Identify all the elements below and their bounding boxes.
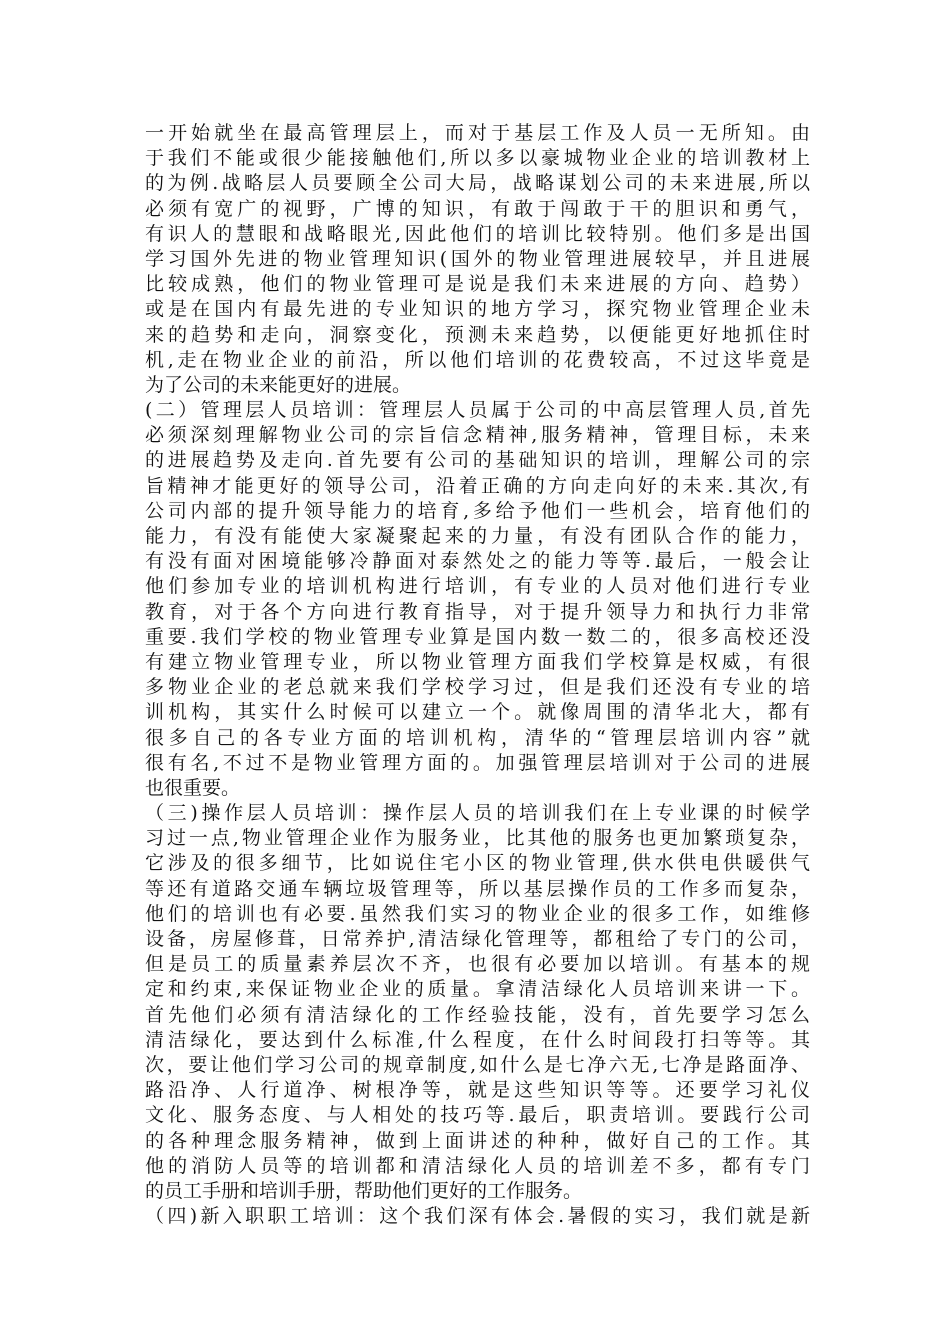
text-line: 能力，有没有能使大家凝聚起来的力量，有没有团队合作的能力， <box>145 525 810 547</box>
document-body <box>145 121 810 1229</box>
text-line: 定和约束,来保证物业企业的质量。拿清洁绿化人员培训来讲一下。 <box>145 978 810 1001</box>
text-line: 多物业企业的老总就来我们学校学习过，但是我们还没有专业的培 <box>145 676 810 699</box>
text-line: 必须有宽广的视野，广博的知识，有敢于闯敢于干的胆识和勇气， <box>145 197 810 220</box>
text-line: 公司内部的提升领导能力的培育,多给予他们一些机会，培育他们的 <box>145 499 810 522</box>
text-line: 但是员工的质量素养层次不齐，也很有必要加以培训。有基本的规 <box>145 953 810 976</box>
text-line: 他们的培训也有必要.虽然我们实习的物业企业的很多工作，如维修 <box>145 902 810 925</box>
text-line: 次，要让他们学习公司的规章制度,如什么是七净六无,七净是路面净、 <box>145 1053 810 1076</box>
text-line: 也很重要。 <box>145 776 241 799</box>
text-line: 来的趋势和走向，洞察变化，预测未来趋势，以便能更好地抓住时 <box>145 323 810 346</box>
text-line: 它涉及的很多细节，比如说住宅小区的物业管理,供水供电供暖供气 <box>145 852 810 875</box>
text-line: 比较成熟，他们的物业管理可是说是我们未来进展的方向、趋势） <box>145 273 810 296</box>
text-line: 于我们不能或很少能接触他们,所以多以豪城物业企业的培训教材上 <box>145 147 810 170</box>
text-line: 很有名,不过不是物业管理方面的。加强管理层培训对于公司的进展 <box>145 751 810 774</box>
text-line: 习过一点,物业管理企业作为服务业，比其他的服务也更加繁琐复杂， <box>145 827 810 850</box>
text-line: 的进展趋势及走向.首先要有公司的基础知识的培训，理解公司的宗 <box>145 449 810 472</box>
text-line: 等还有道路交通车辆垃圾管理等，所以基层操作员的工作多而复杂， <box>145 877 810 900</box>
text-line: 有没有面对困境能够冷静面对泰然处之的能力等等.最后，一般会让 <box>145 550 810 573</box>
text-line: 必须深刻理解物业公司的宗旨信念精神,服务精神，管理目标，未来 <box>145 424 810 447</box>
text-line: 为了公司的未来能更好的进展。 <box>145 373 412 396</box>
text-line: 他的消防人员等的培训都和清洁绿化人员的培训差不多，都有专门 <box>145 1154 810 1177</box>
text-line: 路沿净、人行道净、树根净等，就是这些知识等等。还要学习礼仪 <box>145 1079 810 1102</box>
text-line: 清洁绿化，要达到什么标准,什么程度，在什么时间段打扫等等。其 <box>145 1028 810 1051</box>
text-line: 旨精神才能更好的领导公司，沿着正确的方向走向好的未来.其次,有 <box>145 474 810 497</box>
text-line: 设备，房屋修葺，日常养护,清洁绿化管理等，都租给了专门的公司， <box>145 928 810 950</box>
text-line: 学习国外先进的物业管理知识(国外的物业管理进展较早，并且进展 <box>145 247 810 270</box>
text-line: 他们参加专业的培训机构进行培训，有专业的人员对他们进行专业 <box>145 575 810 598</box>
text-line: 首先他们必须有清洁绿化的工作经验技能，没有，首先要学习怎么 <box>145 1003 810 1026</box>
document-page <box>145 121 810 1229</box>
text-line: 的员工手册和培训手册，帮助他们更好的工作服务。 <box>145 1179 583 1202</box>
text-line: 有识人的慧眼和战略眼光,因此他们的培训比较特别。他们多是出国 <box>145 222 810 245</box>
text-line: 重要.我们学校的物业管理专业算是国内数一数二的，很多高校还没 <box>145 625 810 648</box>
text-line: 的各种理念服务精神，做到上面讲述的种种，做好自己的工作。其 <box>145 1129 810 1152</box>
text-line: 的为例.战略层人员要顾全公司大局，战略谋划公司的未来进展,所以 <box>145 172 810 195</box>
text-line: 很多自己的各专业方面的培训机构，清华的“管理层培训内容”就 <box>145 726 810 749</box>
text-line: （四)新入职职工培训：这个我们深有体会.暑假的实习，我们就是新 <box>145 1205 810 1228</box>
text-line: 机,走在物业企业的前沿，所以他们培训的花费较高，不过这毕竟是 <box>145 348 810 371</box>
text-line: 有建立物业管理专业，所以物业管理方面我们学校算是权威，有很 <box>145 650 810 673</box>
text-line: （三)操作层人员培训：操作层人员的培训我们在上专业课的时候学 <box>145 802 810 825</box>
text-line: 或是在国内有最先进的专业知识的地方学习，探究物业管理企业未 <box>145 298 810 321</box>
text-line: 训机构，其实什么时候可以建立一个。就像周围的清华北大，都有 <box>145 701 810 724</box>
text-line: 文化、服务态度、与人相处的技巧等.最后，职责培训。要践行公司 <box>145 1104 810 1127</box>
text-line: 教育，对于各个方向进行教育指导，对于提升领导力和执行力非常 <box>145 600 810 623</box>
text-line: (二）管理层人员培训：管理层人员属于公司的中高层管理人员,首先 <box>145 399 810 422</box>
text-line: 一开始就坐在最高管理层上，而对于基层工作及人员一无所知。由 <box>145 122 810 144</box>
